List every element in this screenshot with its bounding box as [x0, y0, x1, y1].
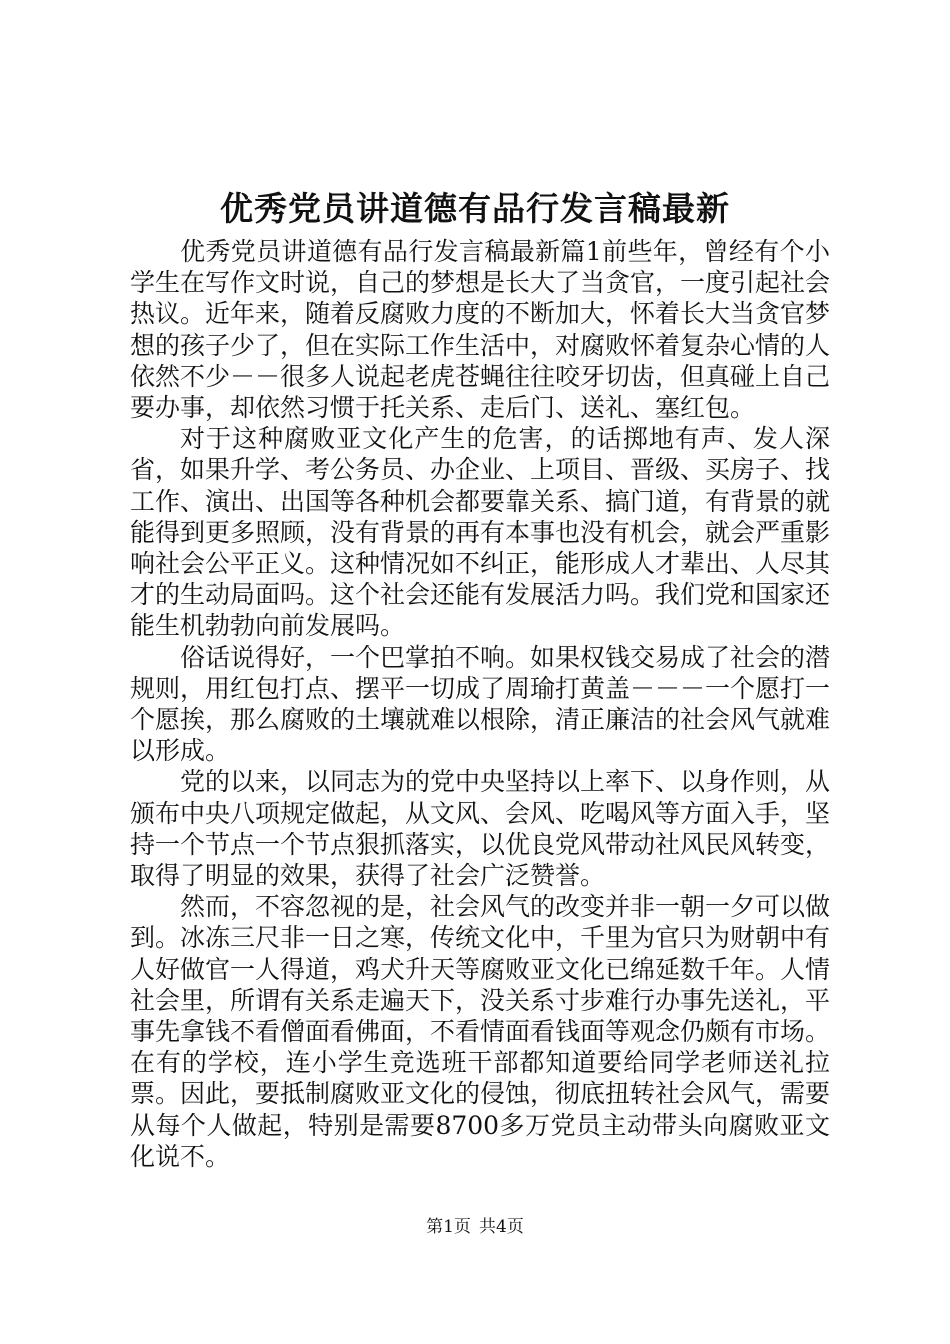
page-footer [0, 1216, 950, 1238]
page-number: 第1页 [426, 1217, 471, 1237]
document-body [130, 236, 830, 1172]
paragraph-1: 优秀党员讲道德有品行发言稿最新篇1前些年，曾经有个小学生在写作文时说，自己的梦想是长大了当贪官，一度引起社会热议。近年来，随着反腐败力度的不断加大，怀着长大当贪官梦想的孩子少了，但在实际工作生活中，对腐败怀着复杂心情的人依然不少－－很多人说起老虎苍蝇往往咬牙切齿，但真碰上自己要办事，却依然习惯于托关系、走后门、送礼、塞红包。 [130, 237, 831, 423]
paragraph-3: 俗话说得好，一个巴掌拍不响。如果权钱交易成了社会的潜规则，用红包打点、摆平一切成了周瑜打黄盖－－－一个愿打一个愿挨，那么腐败的土壤就难以根除，清正廉洁的社会风气就难以形成。 [130, 642, 831, 766]
paragraph-2: 对于这种腐败亚文化产生的危害，的话掷地有声、发人深省，如果升学、考公务员、办企业、上项目、晋级、买房子、找工作、演出、出国等各种机会都要靠关系、搞门道，有背景的就能得到更多照顾，没有背景的再有本事也没有机会，就会严重影响社会公平正义。这种情况如不纠正，能形成人才辈出、人尽其才的生动局面吗。这个社会还能有发展活力吗。我们党和国家还能生机勃勃向前发展吗。 [130, 424, 831, 641]
document-title: 优秀党员讲道德有品行发言稿最新 [220, 189, 730, 228]
paragraph-4: 党的以来，以同志为的党中央坚持以上率下、以身作则，从颁布中央八项规定做起，从文风、会风、吃喝风等方面入手，坚持一个节点一个节点狠抓落实，以优良党风带动社风民风转变，取得了明显的效果，获得了社会广泛赞誉。 [130, 767, 831, 891]
paragraph-5: 然而，不容忽视的是，社会风气的改变并非一朝一夕可以做到。冰冻三尺非一日之寒，传统文化中，千里为官只为财朝中有人好做官一人得道，鸡犬升天等腐败亚文化已绵延数千年。人情社会里，所谓有关系走遍天下，没关系寸步难行办事先送礼，平事先拿钱不看僧面看佛面，不看情面看钱面等观念仍颇有市场。在有的学校，连小学生竞选班干部都知道要给同学老师送礼拉票。因此，要抵制腐败亚文化的侵蚀，彻底扭转社会风气，需要从每个人做起，特别是需要8700多万党员主动带头向腐败亚文化说不。 [130, 892, 831, 1171]
page-total: 共4页 [479, 1217, 524, 1237]
